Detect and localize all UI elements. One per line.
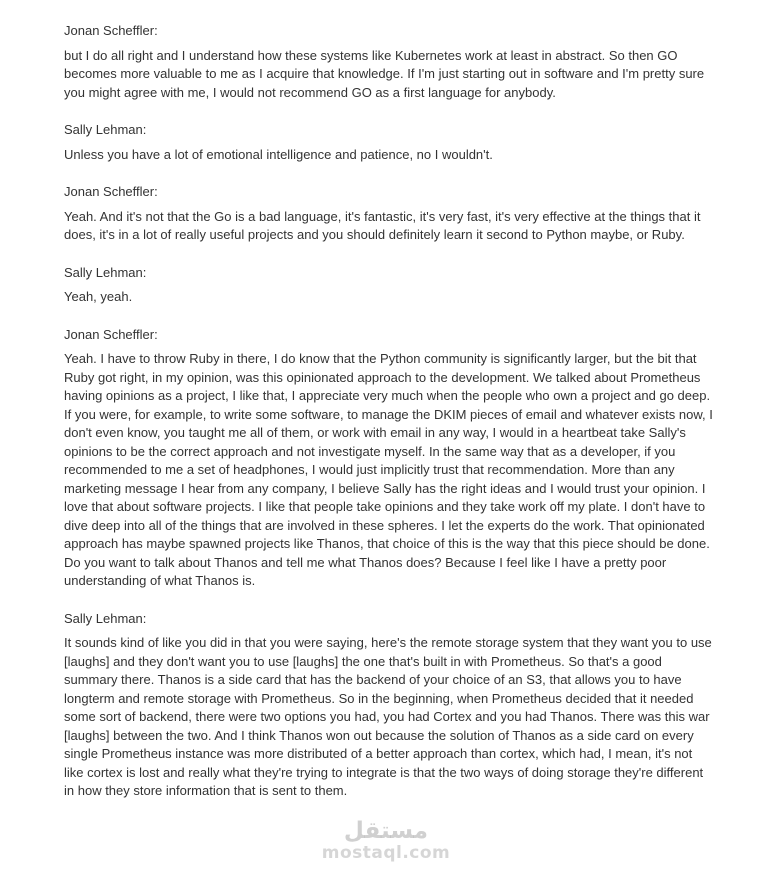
watermark-domain-text: mostaql.com (321, 843, 451, 863)
utterance-text: but I do all right and I understand how these systems like Kubernetes work at least in abstract. So then GO becomes more valuable to me as I acquire that knowledge. If I'm just starting out in software and I'm pretty sure you might agree with me, I would not recommend GO as a first language for anybody. (64, 47, 705, 100)
speaker-name: Jonan Scheffler: (64, 184, 158, 199)
utterance-text: It sounds kind of like you did in that you were saying, here's the remote storage system that they want you to use [laughs] and they don't want you to use [laughs] the one that's built in with Prometheus. So that's a good summary there. Thanos is a side card that has the backend of your choice of an S3, that allows you to have longterm and remote storage with Prometheus. So in the beginning, when Prometheus decided that it needed some sort of backend, there were two options you had, you had Cortex and you had Thanos. There was this war [laughs] between the two. And I think Thanos won out because the solution of Thanos as a side card on every single Prometheus instance was more distributed of a better approach than cortex, which had, I mean, it's not like cortex is lost and really what they're trying to integrate is that the two ways of doing storage they're different in how they store information that is sent to them. (64, 635, 712, 798)
transcript-block (64, 610, 714, 801)
transcript-content (64, 22, 714, 820)
transcript-block (64, 22, 714, 102)
transcript-block (64, 121, 714, 164)
speaker-name: Sally Lehman: (64, 122, 147, 137)
transcript-block (64, 183, 714, 245)
speaker-name: Sally Lehman: (64, 264, 147, 280)
watermark (322, 818, 451, 863)
speaker-name: Jonan Scheffler: (64, 326, 158, 342)
watermark-arabic-logo: مستقل (343, 818, 429, 844)
utterance-text: Yeah. And it's not that the Go is a bad language, it's fantastic, it's very fast, it's very effective at the things that it does, it's in a lot of really useful projects and you should definitely learn it second to Python maybe, or Ruby. (64, 208, 701, 242)
utterance-text: Yeah, yeah. (64, 289, 133, 304)
speaker-name: Jonan Scheffler: (64, 23, 158, 38)
utterance-text: Yeah. I have to throw Ruby in there, I do know that the Python community is significantly larger, but the bit that Ruby got right, in my opinion, was this opinionated approach to the development. We talked about Prometheus having opinions as a project, I like that, I appreciate very much when the people who own a project and go deep. If you were, for example, to write some software, to manage the DKIM pieces of email and whatever exists now, I don't even know, you taught me all of them, or work with email in any way, I would in a heartbeat take Sally's opinions to be the correct approach and not investigate myself. In the same way that as a developer, if you recommended to me a set of headphones, I would just implicitly trust that recommendation. More than any marketing message I hear from any company, I believe Sally has the right ideas and I would trust your opinion. I love that about software projects. I like that people take opinions and they take work off my plate. I don't have to dive deep into all of the things that are involved in these spheres. I let the experts do the work. That opinionated approach has maybe spawned projects like Thanos, that choice of this is the way that this piece should be done. Do you want to talk about Thanos and tell me what Thanos does? Because I feel like I have a pretty poor understanding of what Thanos is. (64, 351, 713, 588)
speaker-name: Sally Lehman: (64, 610, 147, 626)
utterance-text: Unless you have a lot of emotional intelligence and patience, no I wouldn't. (64, 146, 493, 162)
transcript-block (64, 326, 714, 591)
transcript-block (64, 264, 714, 307)
